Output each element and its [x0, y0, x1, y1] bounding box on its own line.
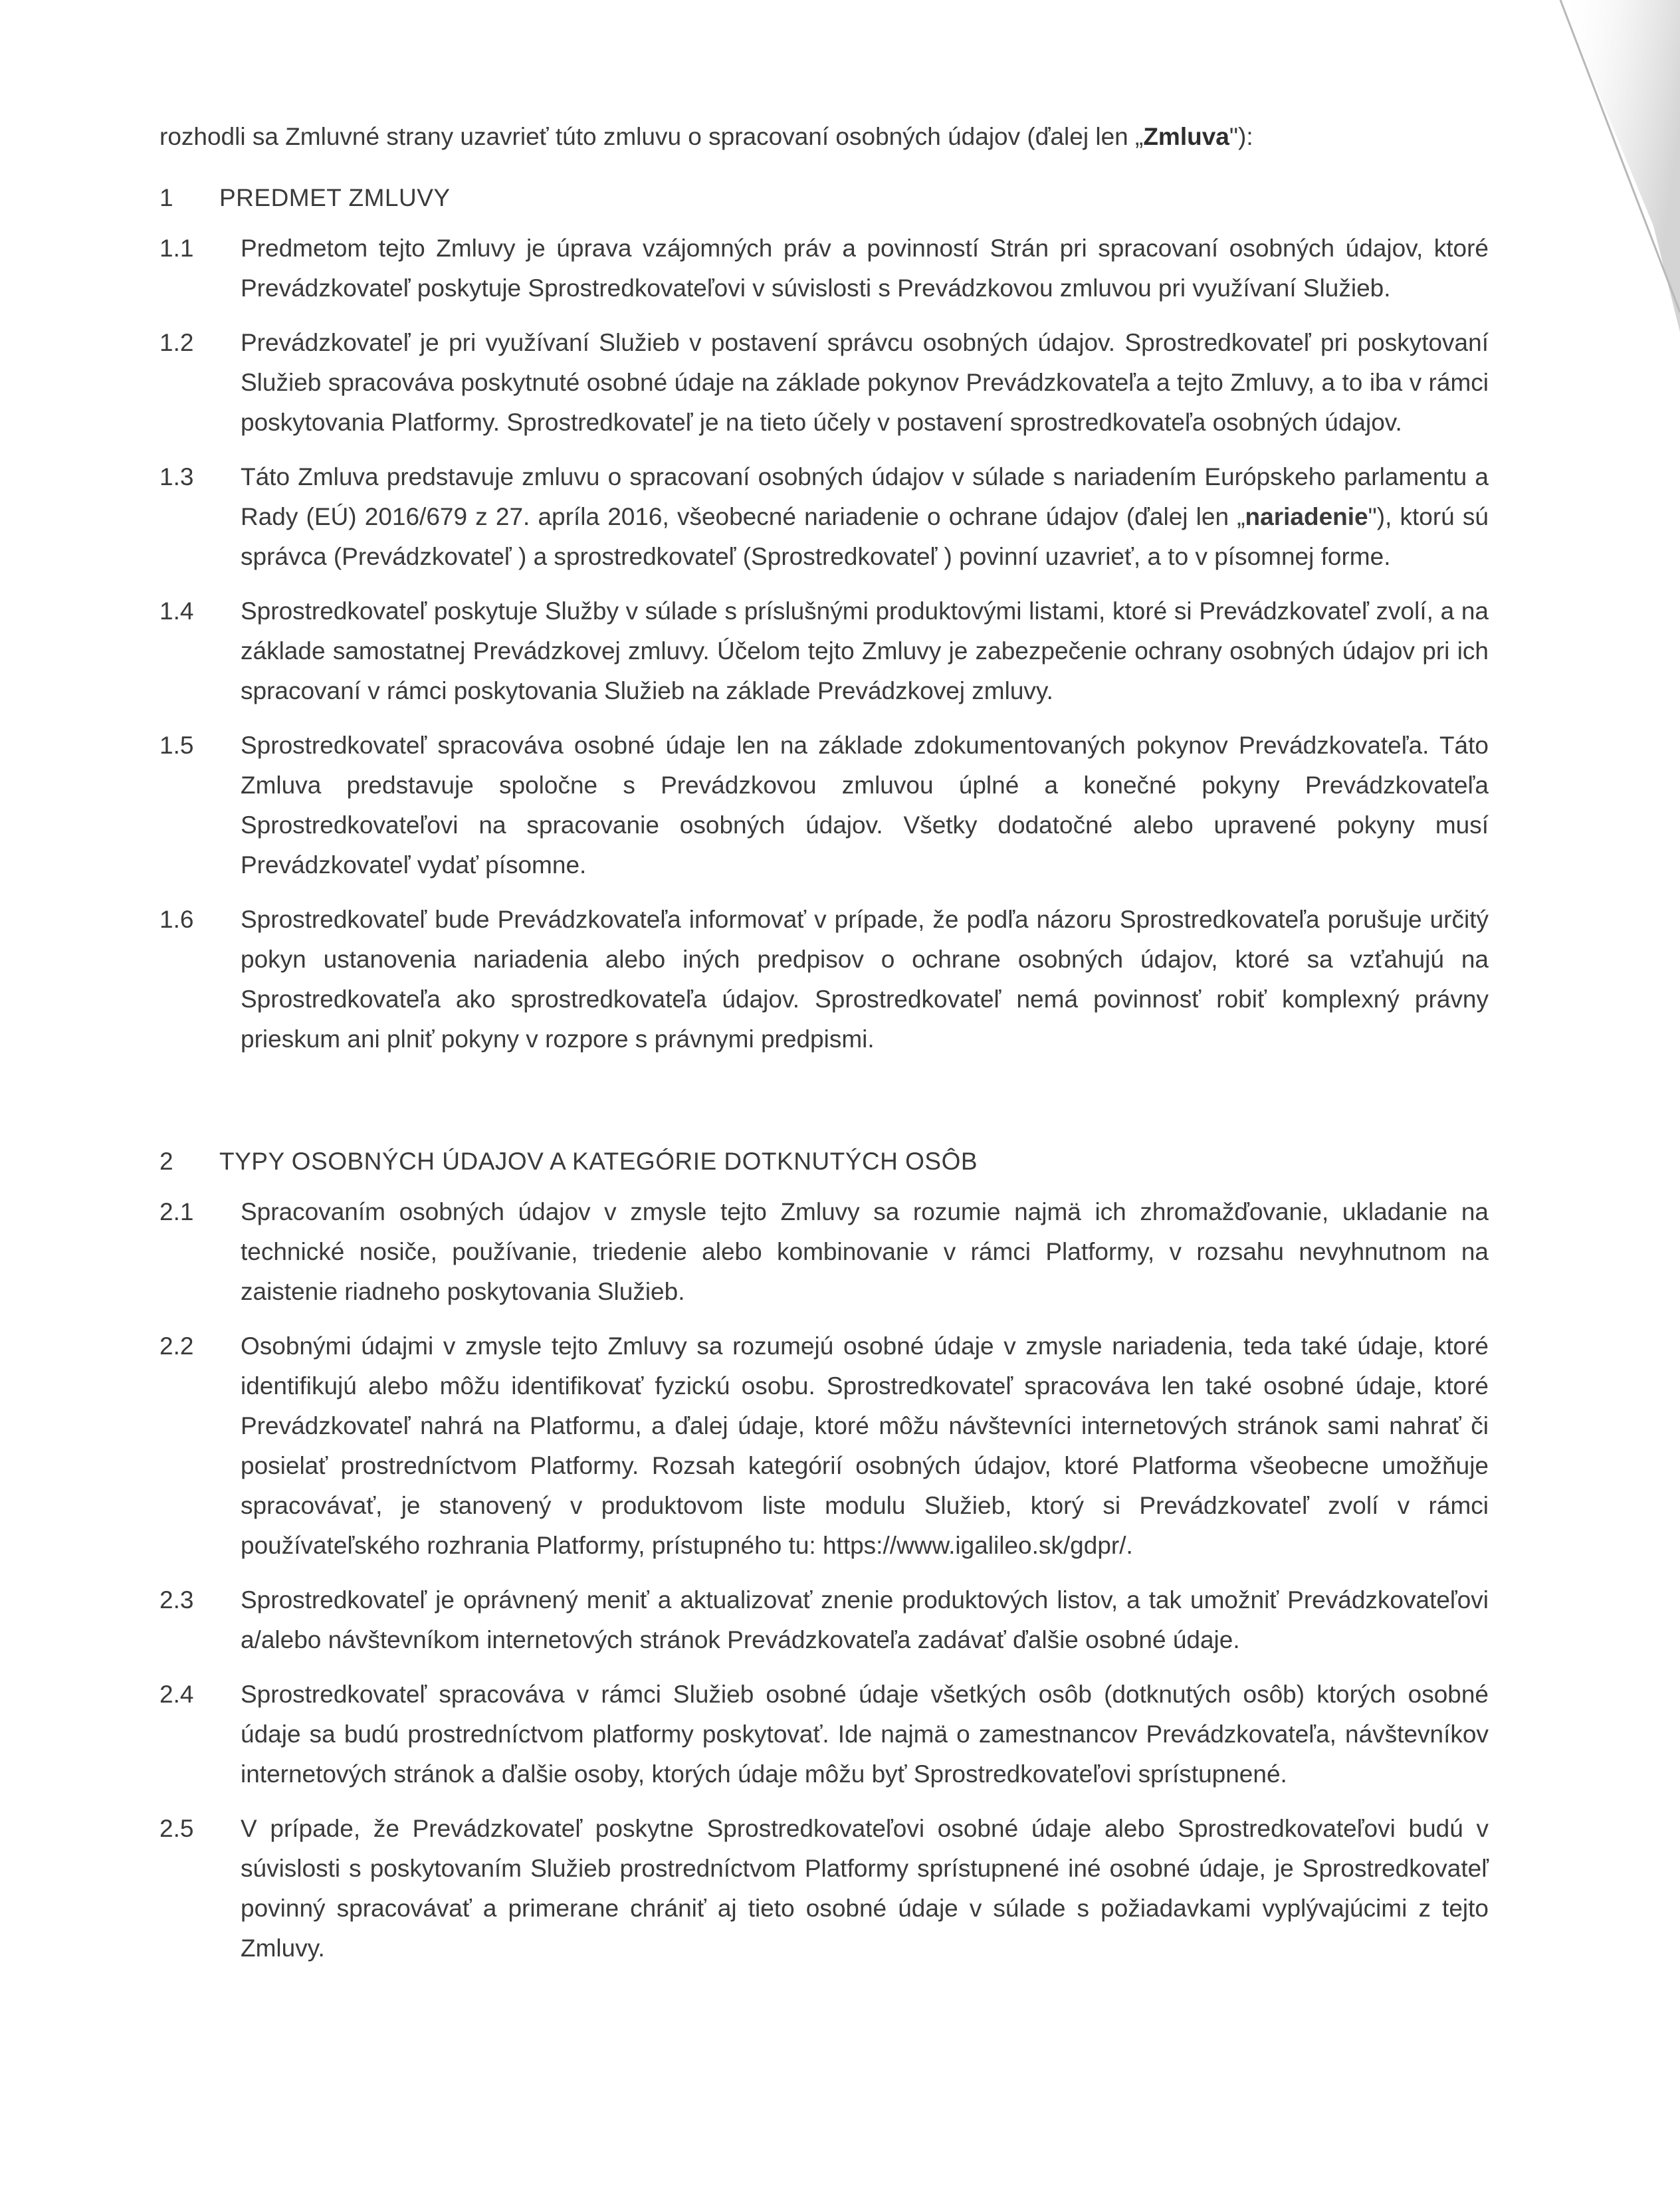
clause-number: 1.6	[159, 906, 194, 933]
clause-number: 2.3	[159, 1586, 194, 1614]
clause-2-1	[159, 1192, 1489, 1312]
clause-text: V prípade, že Prevádzkovateľ poskytne Sprostredkovateľovi osobné údaje alebo Sprostredkovateľovi budú v súvislosti s poskytovaním Služieb prostredníctvom Platformy sprístupnené iné osobné údaje, je Sprostredkovateľ povinný spracovávať a primerane chrániť aj tieto osobné údaje v súlade s požiadavkami vyplývajúcimi z tejto Zmluvy.	[241, 1815, 1489, 1962]
intro-defined-term: Zmluva	[1143, 123, 1229, 150]
clause-text	[241, 457, 1489, 577]
page-fold-shadow	[1481, 0, 1680, 332]
clause-defined-term: nariadenie	[1245, 503, 1368, 530]
clause-text: Sprostredkovateľ poskytuje Služby v súlade s príslušnými produktovými listami, ktoré si Prevádzkovateľ zvolí, a na základe samostatnej Prevádzkovej zmluvy. Účelom tejto Zmluvy je zabezpečenie ochrany osobných údajov pri ich spracovaní v rámci poskytovania Služieb na základe Prevádzkovej zmluvy.	[241, 597, 1489, 704]
clause-2-5	[159, 1809, 1489, 1968]
clause-1-5	[159, 726, 1489, 885]
clause-text-part: Táto Zmluva predstavuje zmluvu o spracovaní osobných údajov v súlade s nariadením Európskeho parlamentu a Rady (EÚ) 2016/679 z 27. apríla 2016, všeobecné nariadenie o ochrane údajov (ďalej len „	[241, 463, 1489, 530]
clause-number: 2.5	[159, 1815, 194, 1842]
clause-number: 1.3	[159, 463, 194, 490]
clause-text: Sprostredkovateľ bude Prevádzkovateľa informovať v prípade, že podľa názoru Sprostredkovateľa porušuje určitý pokyn ustanovenia nariadenia alebo iných predpisov o ochrane osobných údajov, ktoré sa vzťahujú na Sprostredkovateľa ako sprostredkovateľa údajov. Sprostredkovateľ nemá povinnosť robiť komplexný právny prieskum ani plniť pokyny v rozpore s právnymi predpismi.	[241, 906, 1489, 1053]
intro-paragraph	[159, 117, 1489, 157]
section-heading-1	[159, 178, 1489, 218]
clause-text: Spracovaním osobných údajov v zmysle tejto Zmluvy sa rozumie najmä ich zhromažďovanie, ukladanie na technické nosiče, používanie, triedenie alebo kombinovanie v rámci Platformy, v rozsahu nevyhnutnom na zaistenie riadneho poskytovania Služieb.	[241, 1198, 1489, 1305]
clause-1-1	[159, 229, 1489, 308]
clause-number: 1.2	[159, 329, 194, 356]
clause-number: 2.2	[159, 1332, 194, 1360]
clause-text: Predmetom tejto Zmluvy je úprava vzájomných práv a povinností Strán pri spracovaní osobných údajov, ktoré Prevádzkovateľ poskytuje Sprostredkovateľovi v súvislosti s Prevádzkovou zmluvou pri využívaní Služieb.	[241, 235, 1489, 302]
document-content	[159, 117, 1489, 1983]
clause-2-4	[159, 1675, 1489, 1794]
clause-number: 2.4	[159, 1681, 194, 1708]
clause-text: Sprostredkovateľ spracováva v rámci Služieb osobné údaje všetkých osôb (dotknutých osôb) ktorých osobné údaje sa budú prostredníctvom platformy poskytovať. Ide najmä o zamestnancov Prevádzkovateľa, návštevníkov internetových stránok a ďalšie osoby, ktorých údaje môžu byť Sprostredkovateľovi sprístupnené.	[241, 1681, 1489, 1788]
section-title: PREDMET ZMLUVY	[219, 184, 451, 211]
intro-text-end: "):	[1229, 123, 1253, 150]
section-spacer	[159, 1074, 1489, 1142]
clause-1-3	[159, 457, 1489, 577]
clause-text: Sprostredkovateľ spracováva osobné údaje len na základe zdokumentovaných pokynov Prevádzkovateľa. Táto Zmluva predstavuje spoločne s Prevádzkovou zmluvou úplné a konečné pokyny Prevádzkovateľa Sprostredkovateľovi na spracovanie osobných údajov. Všetky dodatočné alebo upravené pokyny musí Prevádzkovateľ vydať písomne.	[241, 732, 1489, 879]
clause-text: Sprostredkovateľ je oprávnený meniť a aktualizovať znenie produktových listov, a tak umožniť Prevádzkovateľovi a/alebo návštevníkom internetových stránok Prevádzkovateľa zadávať ďalšie osobné údaje.	[241, 1586, 1489, 1653]
clause-2-2	[159, 1326, 1489, 1566]
clause-number: 1.1	[159, 235, 194, 262]
section-title: TYPY OSOBNÝCH ÚDAJOV A KATEGÓRIE DOTKNUTÝCH OSÔB	[219, 1148, 978, 1175]
clause-text: Osobnými údajmi v zmysle tejto Zmluvy sa rozumejú osobné údaje v zmysle nariadenia, teda také údaje, ktoré identifikujú alebo môžu identifikovať fyzickú osobu. Sprostredkovateľ spracováva len také osobné údaje, ktoré Prevádzkovateľ nahrá na Platformu, a ďalej údaje, ktoré môžu návštevníci internetových stránok sami nahrať či posielať prostredníctvom Platformy. Rozsah kategórií osobných údajov, ktoré Platforma všeobecne umožňuje spracovávať, je stanovený v produktovom liste modulu Služieb, ktorý si Prevádzkovateľ zvolí v rámci používateľského rozhrania Platformy, prístupného tu: https://www.igalileo.sk/gdpr/.	[241, 1332, 1489, 1559]
clause-1-2	[159, 323, 1489, 443]
clause-number: 2.1	[159, 1198, 194, 1225]
clause-number: 1.4	[159, 597, 194, 625]
clause-1-6	[159, 900, 1489, 1059]
clause-number: 1.5	[159, 732, 194, 759]
clause-text-part: "), ktorú sú správca (Prevádzkovateľ ) a sprostredkovateľ (Sprostredkovateľ ) povinní uzavrieť, a to v písomnej forme.	[241, 503, 1489, 570]
section-heading-2	[159, 1142, 1489, 1182]
section-number: 1	[159, 184, 174, 211]
section-number: 2	[159, 1148, 174, 1175]
clause-2-3	[159, 1580, 1489, 1660]
clause-text: Prevádzkovateľ je pri využívaní Služieb v postavení správcu osobných údajov. Sprostredkovateľ pri poskytovaní Služieb spracováva poskytnuté osobné údaje na základe pokynov Prevádzkovateľa a tejto Zmluvy, a to iba v rámci poskytovania Platformy. Sprostredkovateľ je na tieto účely v postavení sprostredkovateľa osobných údajov.	[241, 329, 1489, 436]
intro-text: rozhodli sa Zmluvné strany uzavrieť túto zmluvu o spracovaní osobných údajov (ďalej len „	[159, 123, 1144, 150]
clause-1-4	[159, 591, 1489, 711]
